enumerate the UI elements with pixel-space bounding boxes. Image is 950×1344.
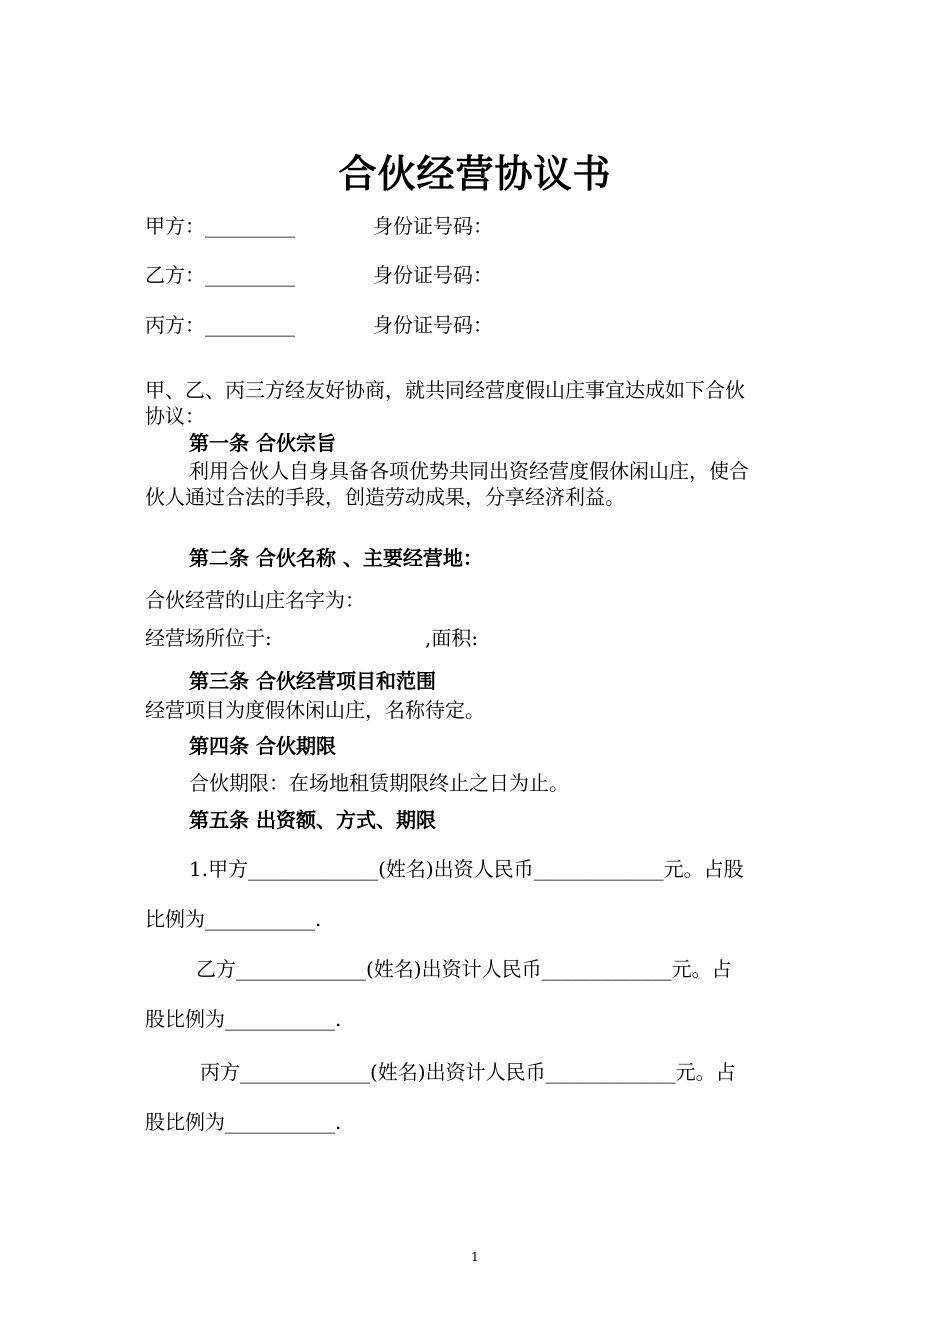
party-a-id-label: 身份证号码： bbox=[373, 214, 493, 238]
article-4-heading: 第四条 合伙期限 bbox=[189, 734, 336, 758]
intro-line-2: 协议： bbox=[145, 404, 205, 428]
article-5-line-3: 乙方_____________(姓名)出资计人民币_____________元。占 bbox=[196, 957, 732, 981]
article-1-body-line-2: 伙人通过合法的手段，创造劳动成果，分享经济利益。 bbox=[145, 485, 625, 509]
party-c-label: 丙方：_________ bbox=[145, 313, 295, 337]
article-3-body: 经营项目为度假休闲山庄，名称待定。 bbox=[145, 698, 485, 722]
article-5-line-6: 股比例为___________. bbox=[145, 1110, 342, 1134]
party-a-label: 甲方：_________ bbox=[145, 214, 295, 238]
article-5-line-4: 股比例为___________. bbox=[145, 1007, 342, 1031]
article-1-body-line-1: 利用合伙人自身具备各项优势共同出资经营度假休闲山庄，使合 bbox=[189, 459, 749, 483]
page-number: 1 bbox=[471, 1250, 479, 1264]
party-b-id-label: 身份证号码： bbox=[373, 263, 493, 287]
article-5-heading: 第五条 出资额、方式、期限 bbox=[189, 808, 436, 832]
article-3-heading: 第三条 合伙经营项目和范围 bbox=[189, 669, 436, 693]
article-2-name-line: 合伙经营的山庄名字为： bbox=[145, 588, 365, 612]
article-2-heading: 第二条 合伙名称 、主要经营地： bbox=[189, 546, 483, 570]
article-1-heading: 第一条 合伙宗旨 bbox=[189, 431, 336, 455]
article-5-line-2: 比例为___________. bbox=[145, 907, 322, 931]
article-5-line-5: 丙方_____________(姓名)出资计人民币_____________元。占 bbox=[200, 1060, 736, 1084]
article-2-area-label: ,面积: bbox=[425, 626, 479, 650]
page-title: 合伙经营协议书 bbox=[338, 151, 612, 196]
party-b-label: 乙方：_________ bbox=[145, 263, 295, 287]
article-4-body: 合伙期限：在场地租赁期限终止之日为止。 bbox=[189, 771, 569, 795]
intro-line-1: 甲、乙、丙三方经友好协商，就共同经营度假山庄事宜达成如下合伙 bbox=[145, 378, 745, 402]
article-5-line-1: 1.甲方_____________(姓名)出资人民币_____________元。占股 bbox=[189, 857, 744, 881]
article-2-place-label: 经营场所位于: bbox=[145, 626, 272, 650]
party-c-id-label: 身份证号码： bbox=[373, 313, 493, 337]
